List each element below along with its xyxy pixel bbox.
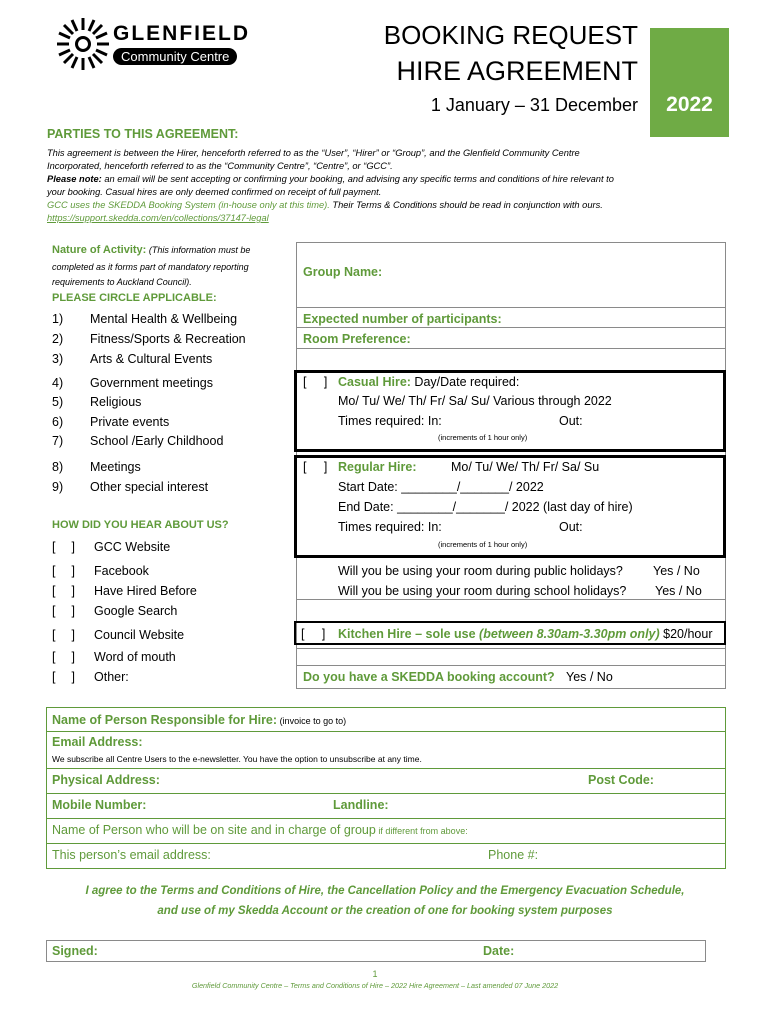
responsible-label: Name of Person Responsible for Hire: [52, 713, 278, 727]
room-preference-field[interactable]: Room Preference: [303, 332, 411, 346]
activity-num-8: 8) [52, 460, 64, 474]
activity-item-4[interactable]: Government meetings [90, 376, 213, 390]
kitchen-hire-checkbox[interactable]: [ ] [301, 627, 326, 641]
note-text: an email will be sent accepting or confirming your booking, and advising any specific terms and conditions of hire relevant to [101, 174, 614, 184]
activity-item-9[interactable]: Other special interest [90, 480, 209, 494]
skedda-account-answer[interactable]: Yes / No [566, 670, 613, 684]
skedda-note [47, 199, 727, 212]
casual-increments: (increments of 1 hour only) [438, 433, 528, 442]
bracket-open: [ [52, 670, 56, 684]
activity-note-2: completed as it forms part of mandatory reporting [52, 262, 249, 272]
casual-times-out[interactable]: Out: [559, 414, 583, 428]
skedda-note-black: Their Terms & Conditions should be read in conjunction with ours. [329, 200, 603, 210]
parties-line-2: Incorporated, henceforth referred to as the “Community Centre”, “Centre”, or “GCC”. [47, 161, 393, 171]
bracket-close: ] [71, 540, 75, 554]
group-name-field[interactable]: Group Name: [303, 265, 383, 279]
bracket-close: ] [71, 584, 75, 598]
hear-checkbox-2[interactable] [52, 564, 75, 578]
activity-item-6[interactable]: Private events [90, 415, 170, 429]
participants-field[interactable]: Expected number of participants: [303, 312, 502, 326]
activity-label: Nature of Activity: [52, 244, 147, 256]
hear-item-7: Other: [94, 670, 129, 684]
hear-checkbox-1[interactable] [52, 540, 75, 554]
public-holidays-answer[interactable]: Yes / No [653, 564, 700, 578]
mobile-number-field[interactable]: Mobile Number: [52, 798, 147, 812]
signature-row [46, 940, 706, 962]
onsite-label: Name of Person who will be on site and in charge of group [52, 823, 376, 837]
sunburst-logo-icon [55, 16, 111, 72]
logo-name: GLENFIELD [113, 22, 250, 45]
activity-item-1[interactable]: Mental Health & Wellbeing [90, 312, 238, 326]
title-booking-request: BOOKING REQUEST [383, 20, 638, 50]
hear-item-3: Have Hired Before [94, 584, 197, 598]
hear-item-5: Council Website [94, 628, 185, 642]
onsite-person-field[interactable] [52, 823, 468, 837]
bracket-open: [ [52, 584, 56, 598]
activity-num-4: 4) [52, 376, 64, 390]
year-badge [650, 28, 729, 137]
hear-checkbox-6[interactable] [52, 650, 75, 664]
activity-item-3[interactable]: Arts & Cultural Events [90, 352, 213, 366]
activity-item-2[interactable]: Fitness/Sports & Recreation [90, 332, 246, 346]
date-range: 1 January – 31 December [430, 95, 638, 115]
hear-item-6: Word of mouth [94, 650, 176, 664]
casual-hire-label: Casual Hire: [338, 375, 411, 389]
activity-item-7[interactable]: School /Early Childhood [90, 434, 224, 448]
activity-label-line [52, 244, 250, 256]
bracket-open: [ [52, 604, 56, 618]
footer-text: Glenfield Community Centre – Terms and Conditions of Hire – 2022 Hire Agreement – Last amended 07 June 2022 [191, 981, 559, 990]
regular-hire-days[interactable]: Mo/ Tu/ We/ Th/ Fr/ Sa/ Su [451, 460, 600, 474]
bracket-open: [ [52, 540, 56, 554]
newsletter-note: We subscribe all Centre Users to the e-newsletter. You have the option to unsubscribe at any time. [52, 754, 422, 764]
regular-hire-label: Regular Hire: [338, 460, 417, 474]
bracket-open: [ [52, 628, 56, 642]
activity-num-3: 3) [52, 352, 64, 366]
bracket-open: [ [52, 650, 56, 664]
responsible-person-field[interactable] [52, 713, 346, 727]
hear-checkbox-7[interactable] [52, 670, 75, 684]
parties-heading: PARTIES TO THIS AGREEMENT: [47, 127, 239, 141]
signed-field[interactable]: Signed: [52, 944, 98, 958]
parties-text [47, 147, 727, 225]
regular-times-out[interactable]: Out: [559, 520, 583, 534]
casual-hire-days[interactable]: Mo/ Tu/ We/ Th/ Fr/ Sa/ Su/ Various through 2022 [338, 394, 612, 408]
casual-times-in[interactable]: Times required: In: [338, 414, 442, 428]
activity-num-5: 5) [52, 395, 64, 409]
physical-address-field[interactable]: Physical Address: [52, 773, 160, 787]
title-hire-agreement: HIRE AGREEMENT [396, 56, 638, 86]
agreement-line-1: I agree to the Terms and Conditions of Hire, the Cancellation Policy and the Emergency Evacuation Schedule, [85, 885, 685, 897]
activity-num-9: 9) [52, 480, 64, 494]
activity-num-1: 1) [52, 312, 64, 326]
school-holidays-answer[interactable]: Yes / No [655, 584, 702, 598]
casual-hire-checkbox[interactable]: [ ] [303, 375, 328, 389]
activity-item-5[interactable]: Religious [90, 395, 142, 409]
hear-checkbox-4[interactable] [52, 604, 75, 618]
logo-subtitle: Community Centre [113, 48, 237, 65]
kitchen-hire-times: (between 8.30am-3.30pm only) [475, 627, 660, 641]
activity-num-2: 2) [52, 332, 64, 346]
bracket-open: [ [52, 564, 56, 578]
public-holidays-question: Will you be using your room during public holidays? [338, 564, 623, 578]
hear-heading: HOW DID YOU HEAR ABOUT US? [52, 519, 229, 531]
parties-line-4: your booking. Casual hires are only deemed confirmed on receipt of full payment. [47, 187, 382, 197]
school-holidays-question: Will you be using your room during school holidays? [338, 584, 627, 598]
casual-hire-line [338, 375, 519, 389]
regular-end-date[interactable]: End Date: ________/_______/ 2022 (last day of hire) [338, 500, 633, 514]
responsible-note: (invoice to go to) [277, 716, 347, 726]
bracket-close: ] [71, 604, 75, 618]
regular-hire-checkbox[interactable]: [ ] [303, 460, 328, 474]
terms-link[interactable]: https://support.skedda.com/en/collections/37147-legal [47, 213, 269, 223]
landline-field[interactable]: Landline: [333, 798, 389, 812]
bracket-close: ] [71, 564, 75, 578]
date-field[interactable]: Date: [483, 944, 515, 958]
skedda-account-question: Do you have a SKEDDA booking account? [303, 670, 555, 684]
kitchen-hire-label: Kitchen Hire – sole use [338, 627, 476, 641]
activity-item-8[interactable]: Meetings [90, 460, 141, 474]
note-label: Please note: [47, 174, 102, 184]
activity-num-6: 6) [52, 415, 64, 429]
parties-line-1: This agreement is between the Hirer, henceforth referred to as the “User”, “Hirer” or “Group”, and the Glenfield Community Centre [47, 148, 580, 158]
agreement-line-2: and use of my Skedda Account or the creation of one for booking system purposes [157, 905, 613, 917]
regular-increments: (increments of 1 hour only) [438, 540, 528, 549]
hear-item-2: Facebook [94, 564, 149, 578]
kitchen-hire-price: $20/hour [659, 627, 713, 641]
skedda-note-green: GCC uses the SKEDDA Booking System (in-house only at this time). [47, 200, 330, 210]
activity-num-7: 7) [52, 434, 64, 448]
post-code-field[interactable]: Post Code: [588, 773, 654, 787]
onsite-phone-field[interactable]: Phone #: [488, 848, 539, 862]
hear-checkbox-5[interactable] [52, 628, 75, 642]
bracket-close: ] [71, 670, 75, 684]
onsite-email-field[interactable]: This person’s email address: [52, 848, 211, 862]
bracket-close: ] [71, 650, 75, 664]
email-address-field[interactable]: Email Address: [52, 735, 143, 749]
hear-item-4: Google Search [94, 604, 178, 618]
page-number: 1 [372, 969, 378, 979]
bracket-close: ] [71, 628, 75, 642]
year-text: 2022 [666, 93, 713, 116]
regular-times-in[interactable]: Times required: In: [338, 520, 442, 534]
activity-note-1: (This information must be [146, 245, 251, 255]
kitchen-hire-line [338, 627, 712, 641]
regular-start-date[interactable]: Start Date: ________/_______/ 2022 [338, 480, 544, 494]
parties-note [47, 173, 727, 186]
onsite-note: if different from above: [375, 826, 468, 836]
hear-item-1: GCC Website [94, 540, 171, 554]
activity-note-3: requirements to Auckland Council). [52, 277, 192, 287]
circle-applicable: PLEASE CIRCLE APPLICABLE: [52, 292, 217, 304]
logo [55, 16, 265, 72]
hear-checkbox-3[interactable] [52, 584, 75, 598]
casual-hire-required: Day/Date required: [410, 375, 520, 389]
